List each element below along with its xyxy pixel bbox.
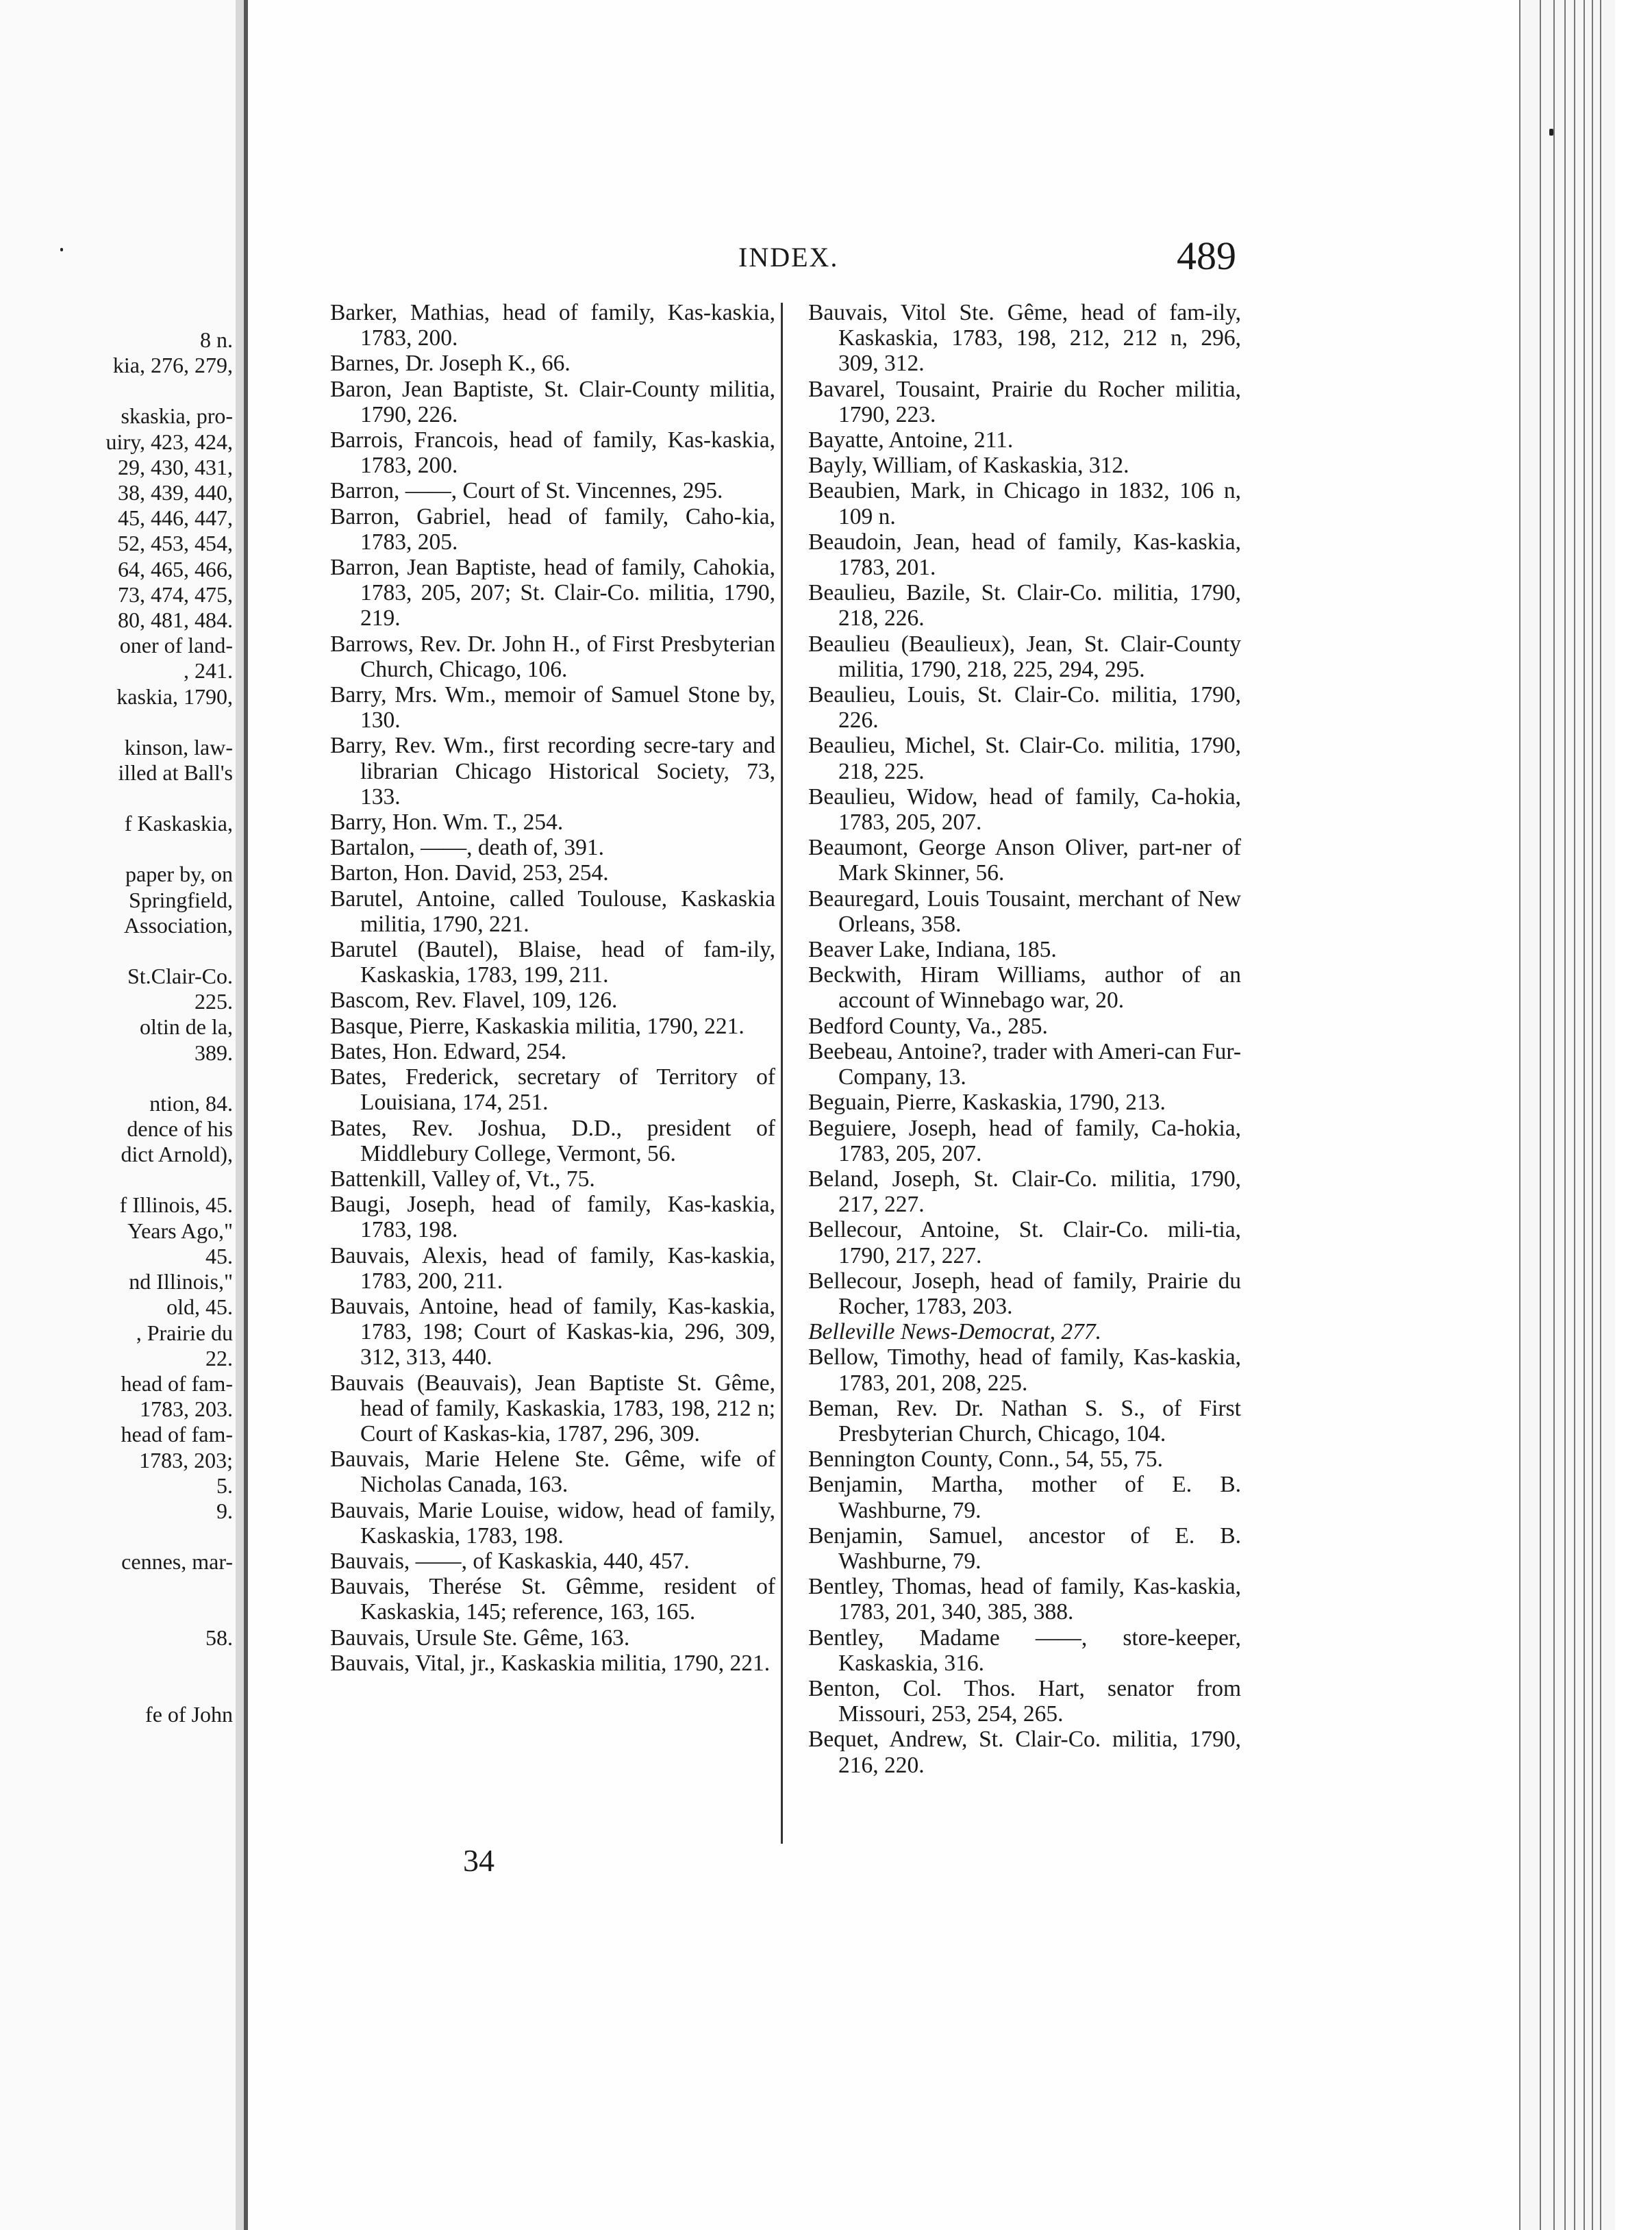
facing-page-line: 45. bbox=[205, 1243, 233, 1268]
column-rule bbox=[781, 303, 783, 1844]
background-margin bbox=[1615, 0, 1652, 2230]
index-entry: Bates, Hon. Edward, 254. bbox=[330, 1038, 567, 1064]
facing-page-line: Years Ago," bbox=[127, 1218, 233, 1243]
scan-speck bbox=[1549, 129, 1553, 136]
index-entry: Bayatte, Antoine, 211. bbox=[808, 427, 1014, 453]
index-entry: Bayly, William, of Kaskaskia, 312. bbox=[808, 453, 1129, 479]
facing-page-line: St.Clair-Co. bbox=[127, 964, 233, 989]
index-column-right bbox=[808, 300, 1241, 1778]
index-entry: Beaulieu (Beaulieux), Jean, St. Clair-County militia, 1790, 218, 225, 294, 295. bbox=[808, 631, 1241, 682]
index-entry: Beguain, Pierre, Kaskaskia, 1790, 213. bbox=[808, 1090, 1166, 1116]
index-entry: Beaudoin, Jean, head of family, Kas-kaskia, 1783, 201. bbox=[808, 529, 1241, 581]
index-entry: Barker, Mathias, head of family, Kas-kaskia, 1783, 200. bbox=[330, 300, 775, 351]
facing-page-line: 22. bbox=[205, 1345, 233, 1370]
index-entry: Bedford County, Va., 285. bbox=[808, 1013, 1048, 1039]
index-entry: Beaulieu, Bazile, St. Clair-Co. militia, 1790, 218, 226. bbox=[808, 580, 1241, 631]
facing-page-line: kaskia, 1790, bbox=[116, 684, 233, 709]
index-entry: Benton, Col. Thos. Hart, senator from Missouri, 253, 254, 265. bbox=[808, 1675, 1241, 1727]
facing-page-line: kia, 276, 279, bbox=[112, 353, 233, 378]
index-entry: Bennington County, Conn., 54, 55, 75. bbox=[808, 1446, 1164, 1473]
facing-page-line: , 241. bbox=[184, 658, 233, 684]
facing-page-line: 1783, 203; bbox=[139, 1447, 233, 1473]
facing-page-line: nd Illinois," bbox=[129, 1269, 233, 1294]
page-edge-strip bbox=[1600, 0, 1616, 2230]
index-entry: Beland, Joseph, St. Clair-Co. militia, 1790, 217, 227. bbox=[808, 1166, 1241, 1218]
index-entry: Bauvais, Alexis, head of family, Kas-kaskia, 1783, 200, 211. bbox=[330, 1242, 775, 1294]
facing-page-line: 58. bbox=[205, 1625, 233, 1651]
index-entry: Bavarel, Tousaint, Prairie du Rocher militia, 1790, 223. bbox=[808, 376, 1241, 427]
index-entry: Bauvais, Ursule Ste. Gême, 163. bbox=[330, 1625, 630, 1651]
facing-page-line: 9. bbox=[216, 1498, 233, 1523]
facing-page-line: dict Arnold), bbox=[121, 1142, 233, 1167]
index-entry: Bauvais, Marie Helene Ste. Gême, wife of Nicholas Canada, 163. bbox=[330, 1446, 775, 1498]
index-entry: Bellecour, Antoine, St. Clair-Co. mili-tia, 1790, 217, 227. bbox=[808, 1217, 1241, 1268]
facing-page-line: oner of land- bbox=[119, 633, 233, 658]
index-entry: Bellecour, Joseph, head of family, Prairie du Rocher, 1783, 203. bbox=[808, 1268, 1241, 1319]
facing-page-line: 45, 446, 447, bbox=[118, 505, 233, 531]
index-entry: Bauvais, Vitol Ste. Gême, head of fam-ily, Kaskaskia, 1783, 198, 212, 212 n, 296, 309, 312. bbox=[808, 300, 1241, 377]
index-entry: Beaulieu, Louis, St. Clair-Co. militia, 1790, 226. bbox=[808, 682, 1241, 734]
index-entry: Bauvais, ——, of Kaskaskia, 440, 457. bbox=[330, 1548, 690, 1574]
index-entry: Benjamin, Martha, mother of E. B. Washburne, 79. bbox=[808, 1472, 1241, 1523]
facing-page-line: oltin de la, bbox=[140, 1014, 233, 1040]
facing-page-line: Association, bbox=[123, 912, 233, 938]
page-number: 489 bbox=[1177, 234, 1236, 278]
facing-page-line: old, 45. bbox=[166, 1294, 233, 1320]
facing-page-line: dence of his bbox=[127, 1116, 233, 1142]
facing-page-line: 29, 430, 431, bbox=[118, 454, 233, 479]
index-entry: Barton, Hon. David, 253, 254. bbox=[330, 860, 609, 886]
facing-page-line: 52, 453, 454, bbox=[118, 531, 233, 556]
index-entry: Barron, ——, Court of St. Vincennes, 295. bbox=[330, 478, 723, 504]
facing-page-line: f Kaskaskia, bbox=[124, 811, 233, 836]
index-entry: Beauregard, Louis Tousaint, merchant of New Orleans, 358. bbox=[808, 886, 1241, 937]
facing-page-line: uiry, 423, 424, bbox=[105, 429, 233, 454]
index-entry: Barutel (Bautel), Blaise, head of fam-ily, Kaskaskia, 1783, 199, 211. bbox=[330, 937, 775, 988]
facing-page-line: 80, 481, 484. bbox=[118, 607, 233, 633]
index-entry: Beebeau, Antoine?, trader with Ameri-can Fur-Company, 13. bbox=[808, 1038, 1241, 1090]
index-entry: Bauvais, Therése St. Gêmme, resident of Kaskaskia, 145; reference, 163, 165. bbox=[330, 1574, 775, 1625]
index-entry: Beaulieu, Michel, St. Clair-Co. militia, 1790, 218, 225. bbox=[808, 733, 1241, 784]
facing-page-line: paper by, on bbox=[125, 862, 233, 887]
facing-page-line: head of fam- bbox=[121, 1422, 233, 1447]
index-entry: Bates, Rev. Joshua, D.D., president of Middlebury College, Vermont, 56. bbox=[330, 1115, 775, 1166]
page-edge-strip bbox=[1519, 0, 1541, 2230]
index-entry: Bauvais, Vital, jr., Kaskaskia militia, 1790, 221. bbox=[330, 1650, 771, 1676]
facing-page-line: 38, 439, 440, bbox=[118, 480, 233, 505]
facing-page-line: 8 n. bbox=[200, 327, 233, 352]
index-entry: Barry, Mrs. Wm., memoir of Samuel Stone by, 130. bbox=[330, 682, 775, 734]
facing-page-line: 64, 465, 466, bbox=[118, 556, 233, 581]
index-entry: Beaumont, George Anson Oliver, part-ner of Mark Skinner, 56. bbox=[808, 835, 1241, 886]
facing-page-line: cennes, mar- bbox=[121, 1549, 233, 1575]
index-entry: Barnes, Dr. Joseph K., 66. bbox=[330, 351, 571, 377]
index-entry: Barrows, Rev. Dr. John H., of First Presbyterian Church, Chicago, 106. bbox=[330, 631, 775, 682]
facing-page-line: kinson, law- bbox=[124, 734, 233, 760]
index-entry: Baron, Jean Baptiste, St. Clair-County militia, 1790, 226. bbox=[330, 376, 775, 427]
facing-page-line: illed at Ball's bbox=[118, 760, 233, 786]
index-entry: Beaver Lake, Indiana, 185. bbox=[808, 937, 1057, 963]
index-entry: Bequet, Andrew, St. Clair-Co. militia, 1790, 216, 220. bbox=[808, 1727, 1241, 1778]
index-entry: Baugi, Joseph, head of family, Kas-kaskia, 1783, 198. bbox=[330, 1192, 775, 1243]
facing-page-line: skaskia, pro- bbox=[121, 403, 233, 429]
scan-speck bbox=[60, 248, 63, 251]
facing-page-line: f Illinois, 45. bbox=[119, 1192, 233, 1218]
facing-page-line: 73, 474, 475, bbox=[118, 581, 233, 607]
index-entry: Bates, Frederick, secretary of Territory of Louisiana, 174, 251. bbox=[330, 1064, 775, 1116]
index-entry: Bentley, Madame ——, store-keeper, Kaskaskia, 316. bbox=[808, 1625, 1241, 1676]
facing-page-text bbox=[0, 327, 233, 1727]
signature-number: 34 bbox=[463, 1843, 495, 1878]
index-entry: Battenkill, Valley of, Vt., 75. bbox=[330, 1166, 595, 1192]
index-entry: Bellow, Timothy, head of family, Kas-kaskia, 1783, 201, 208, 225. bbox=[808, 1344, 1241, 1396]
index-entry: Basque, Pierre, Kaskaskia militia, 1790, 221. bbox=[330, 1013, 744, 1039]
index-entry: Belleville News-Democrat, 277. bbox=[808, 1319, 1101, 1345]
index-entry: Beckwith, Hiram Williams, author of an account of Winnebago war, 20. bbox=[808, 962, 1241, 1014]
facing-page-line: Springfield, bbox=[129, 887, 233, 912]
index-entry: Beaubien, Mark, in Chicago in 1832, 106 n, 109 n. bbox=[808, 478, 1241, 529]
facing-page-line: 225. bbox=[195, 989, 233, 1014]
facing-page-line: , Prairie du bbox=[136, 1320, 233, 1345]
index-entry: Beaulieu, Widow, head of family, Ca-hokia, 1783, 205, 207. bbox=[808, 784, 1241, 836]
index-entry: Bauvais (Beauvais), Jean Baptiste St. Gême, head of family, Kaskaskia, 1783, 198, 212 n; Court of Kaskas-kia, 1787, 296, 309. bbox=[330, 1370, 775, 1446]
index-entry: Bascom, Rev. Flavel, 109, 126. bbox=[330, 988, 618, 1014]
facing-page-line: 5. bbox=[216, 1473, 233, 1498]
index-entry: Bartalon, ——, death of, 391. bbox=[330, 835, 605, 861]
index-entry: Beguiere, Joseph, head of family, Ca-hokia, 1783, 205, 207. bbox=[808, 1115, 1241, 1166]
facing-page-line: ntion, 84. bbox=[149, 1090, 233, 1116]
index-entry: Beman, Rev. Dr. Nathan S. S., of First Presbyterian Church, Chicago, 104. bbox=[808, 1395, 1241, 1446]
index-entry: Bauvais, Marie Louise, widow, head of family, Kaskaskia, 1783, 198. bbox=[330, 1497, 775, 1549]
index-column-left bbox=[330, 300, 775, 1676]
index-entry: Benjamin, Samuel, ancestor of E. B. Washburne, 79. bbox=[808, 1523, 1241, 1574]
index-entry: Barry, Rev. Wm., first recording secre-tary and librarian Chicago Historical Society, 73, 133. bbox=[330, 733, 775, 810]
index-entry: Barron, Jean Baptiste, head of family, Cahokia, 1783, 205, 207; St. Clair-Co. militia, 1790, 219. bbox=[330, 555, 775, 631]
page-edge-strip bbox=[1540, 0, 1555, 2230]
index-entry: Barrois, Francois, head of family, Kas-kaskia, 1783, 200. bbox=[330, 427, 775, 479]
index-entry: Barron, Gabriel, head of family, Caho-kia, 1783, 205. bbox=[330, 503, 775, 555]
index-entry: Barutel, Antoine, called Toulouse, Kaskaskia militia, 1790, 221. bbox=[330, 886, 775, 937]
facing-page-line: 1783, 203. bbox=[140, 1396, 233, 1422]
index-entry: Bauvais, Antoine, head of family, Kas-kaskia, 1783, 198; Court of Kaskas-kia, 296, 309, 312, 313, 440. bbox=[330, 1293, 775, 1370]
running-head: INDEX. bbox=[738, 242, 839, 273]
page-edges bbox=[1519, 0, 1615, 2230]
facing-page-left bbox=[0, 0, 236, 2230]
facing-page-line: fe of John bbox=[145, 1701, 233, 1727]
facing-page-line: 389. bbox=[195, 1040, 233, 1065]
index-entry: Barry, Hon. Wm. T., 254. bbox=[330, 810, 564, 836]
index-entry: Bentley, Thomas, head of family, Kas-kaskia, 1783, 201, 340, 385, 388. bbox=[808, 1574, 1241, 1625]
facing-page-line: head of fam- bbox=[121, 1370, 233, 1396]
